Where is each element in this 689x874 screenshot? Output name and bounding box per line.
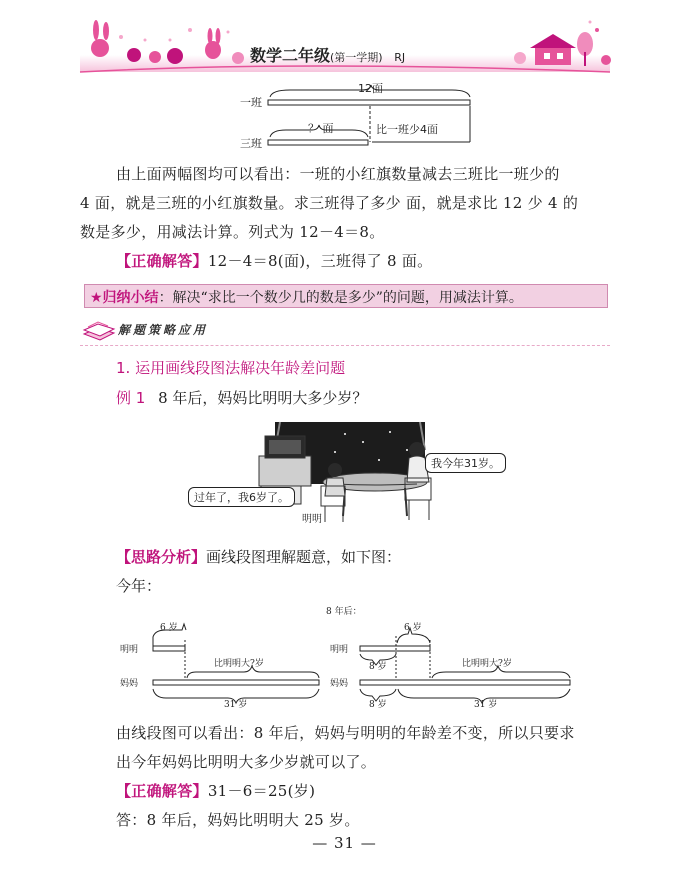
left-mom-age: 31 岁 <box>224 700 248 710</box>
child-bar-eight-years <box>360 646 430 651</box>
conclusion-line: 出今年妈妈比明明大多少岁就可以了。 <box>116 753 377 771</box>
right-difference: 比明明大?岁 <box>462 659 512 669</box>
explanation-line: 数是多少，用减法计算。列式为 12－4＝8。 <box>80 223 385 241</box>
summary-line <box>90 287 523 307</box>
right-child-label: 明明 <box>330 645 349 655</box>
book-name: 数学二年级 <box>250 46 331 65</box>
mom-speech-bubble: 我今年31岁。 <box>425 453 506 473</box>
left-child-label: 明明 <box>120 645 139 655</box>
example-text: 8 年后，妈妈比明明大多少岁？ <box>158 389 368 407</box>
child-name-label: 明明 <box>302 514 322 525</box>
class1-label: 一班 <box>240 96 262 109</box>
book-icon <box>82 318 116 342</box>
right-title: 8 年后： <box>326 607 362 617</box>
analysis-text: 画线段图理解题意，如下图： <box>206 548 402 566</box>
conclusion-line: 由线段图可以看出：8 年后，妈妈与明明的年龄差不变，所以只要求 <box>116 724 575 742</box>
explanation-line: 4 面，就是三班的小红旗数量。求三班得了多少 面，就是求比 12 少 4 的 <box>80 194 579 212</box>
summary-text: ：解决“求比一个数少几的数是多少”的问题，用减法计算。 <box>158 290 523 306</box>
term-label: (第一学期) <box>330 51 383 64</box>
right-child-plus: 8 岁 <box>369 662 387 672</box>
this-year-label: 今年： <box>116 577 162 595</box>
right-mom-label: 妈妈 <box>330 679 349 689</box>
answer-text: 12－4＝8(面)，三班得了 8 面。 <box>207 252 433 270</box>
header-decoration <box>0 0 689 78</box>
heading-divider <box>80 345 610 346</box>
answer-line <box>116 247 616 276</box>
class3-amount: ？ 面 <box>308 122 334 135</box>
class1-amount: 12面 <box>358 82 383 95</box>
child-speech-bubble: 过年了，我6岁了。 <box>188 487 295 507</box>
conclusion-paragraph <box>116 719 616 835</box>
analysis-tag: 【思路分析】 <box>116 548 207 566</box>
right-child-age: 6 岁 <box>404 623 422 633</box>
mom-bar-eight-years <box>360 680 570 685</box>
answer-text: 31－6＝25(岁) <box>207 782 316 800</box>
edition-label: RJ <box>394 51 406 64</box>
correct-answer-tag: 【正确解答】 <box>116 252 208 270</box>
right-mom-age: 31 岁 <box>474 700 498 710</box>
explanation-paragraph <box>80 160 616 276</box>
left-difference: 比明明大?岁 <box>214 659 264 669</box>
class3-bar <box>268 140 368 145</box>
difference-label: 比一班少4面 <box>376 123 438 136</box>
class-flag-diagram <box>0 80 689 156</box>
class1-bar <box>268 100 470 105</box>
summary-tag: ★归纳小结 <box>90 290 159 306</box>
left-mom-label: 妈妈 <box>120 679 139 689</box>
final-answer: 答：8 年后，妈妈比明明大 25 岁。 <box>116 811 360 829</box>
right-mom-plus: 8 岁 <box>369 700 387 710</box>
example-label: 例 1 <box>116 389 146 407</box>
section-title: 1. 运用画线段图法解决年龄差问题 <box>116 359 346 377</box>
correct-answer-tag: 【正确解答】 <box>116 782 208 800</box>
page-number: — 31 — <box>312 834 377 852</box>
eight-years-diagram <box>0 610 689 710</box>
example-question <box>116 387 367 408</box>
answer-line <box>116 777 616 806</box>
book-title <box>250 43 405 66</box>
strategy-heading: 解题策略应用 <box>118 323 209 337</box>
family-illustration <box>185 420 495 530</box>
analysis-line <box>116 546 401 567</box>
explanation-line: 由上面两幅图均可以看出：一班的小红旗数量减去三班比一班少的 <box>116 165 560 183</box>
class3-label: 三班 <box>240 137 262 150</box>
left-child-age: 6 岁 <box>160 623 178 633</box>
